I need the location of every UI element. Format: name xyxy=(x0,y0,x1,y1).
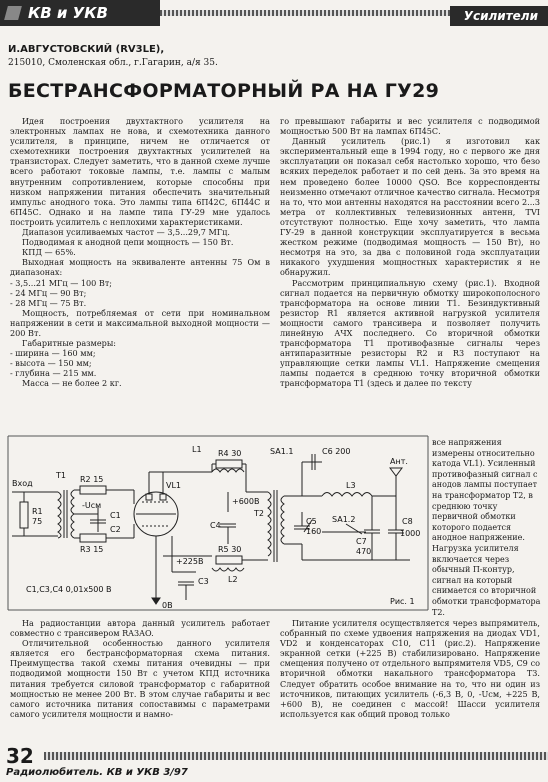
label-ucm: -Uсм xyxy=(82,501,102,510)
author: И.АВГУСТОВСКИЙ (RV3LE), xyxy=(8,44,165,55)
spec-mass: Масса — не более 2 кг. xyxy=(22,378,122,389)
label-0v: 0В xyxy=(162,601,173,610)
column-4 xyxy=(280,618,540,719)
label-225v: +225В xyxy=(176,557,204,566)
spec-item: - глубина — 215 мм. xyxy=(10,368,97,379)
label-600v: +600В xyxy=(232,497,260,506)
label-c1: C1 xyxy=(110,511,121,520)
column-2-continued: все напряжения измерены относительно катода VL1). Усиленный противофазный сигнал с анодов лампы поступает на трансформатор Т2, в среднюю точку первичной обмотки которого подается анодное напряжение. Нагрузка усилителя включается через обычный П-контур, сигнал на который снимается со вторичной обмотки трансформатора Т2. xyxy=(432,438,541,617)
label-c5-value: 160 xyxy=(306,527,322,536)
page-footer xyxy=(0,744,548,782)
paragraph: На радиостанции автора данный усилитель работает совместно с трансивером RA3AO. xyxy=(10,618,270,639)
label-c3: C3 xyxy=(198,577,209,586)
figure-caption: Рис. 1 xyxy=(390,597,415,606)
spec-consumption: Мощность, потребляемая от сети при номинальном напряжении в сети и максимальной выходной мощности — 200 Вт. xyxy=(10,307,270,338)
column-1 xyxy=(10,116,270,389)
label-vl1: VL1 xyxy=(166,481,182,490)
label-l3: L3 xyxy=(346,481,356,490)
spec-dimensions: Габаритные размеры: xyxy=(22,338,116,349)
label-l1: L1 xyxy=(192,445,202,454)
label-caps-note: C1,C3,C4 0,01x500 В xyxy=(26,585,112,594)
label-r2: R2 15 xyxy=(80,475,104,484)
spec-power: Подводимая к анодной цепи мощность — 150 Вт. xyxy=(22,237,234,248)
spec-item: - ширина — 160 мм; xyxy=(10,348,96,359)
label-c2: C2 xyxy=(110,525,121,534)
spec-item: - высота — 150 мм; xyxy=(10,358,92,369)
label-antenna: Ант. xyxy=(390,457,408,466)
label-r5: R5 30 xyxy=(218,545,242,554)
paragraph: Питание усилителя осуществляется через выпрямитель, собранный по схеме удвоения напряжения на диодах VD1, VD2 и конденсаторах С10, С11 (рис.2). Напряжение экранной сетки (+225 В) стабилизировано. Напряжение смещения получено от отдельного выпрямителя VD5, С9 со вторичной обмотки накального трансформатора Т3. Следует обратить особое внимание на то, что ни один из источников, питающих усилитель (-6,3 В, 0, -Uсм, +225 В, +600 В), не соединен с массой! Шасси усилителя используется как общий провод только xyxy=(280,618,540,719)
page-number: 32 xyxy=(6,744,34,768)
label-c8-value: 1000 xyxy=(400,529,421,538)
label-r4: R4 30 xyxy=(218,449,242,458)
label-r1-value: 75 xyxy=(32,517,43,526)
footer-rule xyxy=(44,752,548,760)
author-address: 215010, Смоленская обл., г.Гагарин, а/я 35. xyxy=(8,58,218,68)
label-t2: T2 xyxy=(254,509,264,518)
label-sa1-1: SA1.1 xyxy=(270,447,294,456)
column-2 xyxy=(280,116,540,389)
paragraph: го превышают габариты и вес усилителя с подводимой мощностью 500 Вт на лампах 6П45С. xyxy=(280,116,540,137)
label-t1: T1 xyxy=(56,471,66,480)
spec-item: - 28 МГц — 75 Вт. xyxy=(10,297,87,308)
label-c8: C8 xyxy=(402,517,413,526)
paragraph: Рассмотрим принципиальную схему (рис.1). Входной сигнал подается на первичную обмотку широкополосного трансформатора на основе линии Т1. Безиндуктивный резистор R1 является активной нагрузкой усилителя мощности самого трансивера и позволяет получить линейную АЧХ последнего. Со вторичной обмотки трансформатора Т1 противофазные сигналы через антипаразитные резисторы R2 и R3 поступают на управляющие сетки лампы VL1. Напряжение смещения лампы подается в среднюю точку вторичной обмотки трансформатора Т1 (здесь и далее по тексту xyxy=(280,277,540,389)
label-c5: C5 xyxy=(306,517,317,526)
magazine-issue: Радиолюбитель. КВ и УКВ 3/97 xyxy=(6,767,188,778)
label-r1: R1 xyxy=(32,507,43,516)
label-c4: C4 xyxy=(210,521,221,530)
label-c6: C6 200 xyxy=(322,447,351,456)
article-title: БЕСТРАНСФОРМАТОРНЫЙ РА НА ГУ29 xyxy=(8,80,440,102)
paragraph: Отличительной особенностью данного усилителя является его бестрансформаторная схема питания. Преимущества такой схемы питания очевидны — при подводимой мощности 150 Вт с учетом КПД источника питания требуется силовой трансформатор с габаритной мощностью не менее 200 Вт. В этом случае габариты и вес самого источника питания сопоставимы с параметрами самого усилителя мощности и намно- xyxy=(10,638,270,719)
label-r3: R3 15 xyxy=(80,545,104,554)
section-label: КВ и УКВ xyxy=(0,0,160,26)
spec-efficiency: КПД — 65%. xyxy=(22,247,76,258)
paragraph: Идея построения двухтактного усилителя на электронных лампах не нова, и схемотехника данного усилителя, в принципе, ничем не отличается от схемотехники построения двухтактных усилителей на транзисторах. Следует заметить, что в данной схеме лучше всего работают токовые лампы, т.е. лампы с малым внутренним сопротивлением, которые способны при низком напряжении питания обеспечить значительный импульс анодного тока. Это лампы типа 6П42С, 6П44С и 6П45С. Однако и на лампе типа ГУ-29 мне удалось построить усилитель с неплохими характеристиками. xyxy=(10,116,270,227)
spec-item: - 24 МГц — 90 Вт; xyxy=(10,287,87,298)
spec-output: Выходная мощность на эквиваленте антенны 75 Ом в диапазонах: xyxy=(10,257,270,278)
rubric-label: Усилители xyxy=(450,6,548,26)
spec-item: - 3,5...21 МГц — 100 Вт; xyxy=(10,277,113,288)
label-input: Вход xyxy=(12,479,33,488)
page-header xyxy=(0,0,548,30)
column-3 xyxy=(10,618,270,719)
paragraph: Данный усилитель (рис.1) я изготовил как экспериментальный еще в 1994 году, но с первого же дня эксплуатации он показал себя настолько хорошо, что безо всяких переделок работает и по сей день. За это время на нем проведено более 10000 QSO. Все корреспонденты неизменно отмечают отличное качество сигнала. Несмотря на то, что мои антенны находятся на расстоянии всего 2...3 метра от коллективных телевизионных антенн, TVI отсутствуют полностью. Еще хочу заметить, что лампа ГУ-29 в данной конструкции эксплуатируется в весьма жестком режиме (подводимая мощность — 150 Вт), но несмотря на это, за два с половиной года эксплуатации никакого ухудшения мощностных характеристик я не обнаружил. xyxy=(280,136,540,278)
label-c7-value: 470 xyxy=(356,547,372,556)
label-c7: C7 xyxy=(356,537,367,546)
schematic-figure-1 xyxy=(6,432,430,612)
label-l2: L2 xyxy=(228,575,238,584)
spec-range: Диапазон усиливаемых частот — 3,5...29,7 МГц. xyxy=(22,227,230,238)
label-sa1-2: SA1.2 xyxy=(332,515,356,524)
